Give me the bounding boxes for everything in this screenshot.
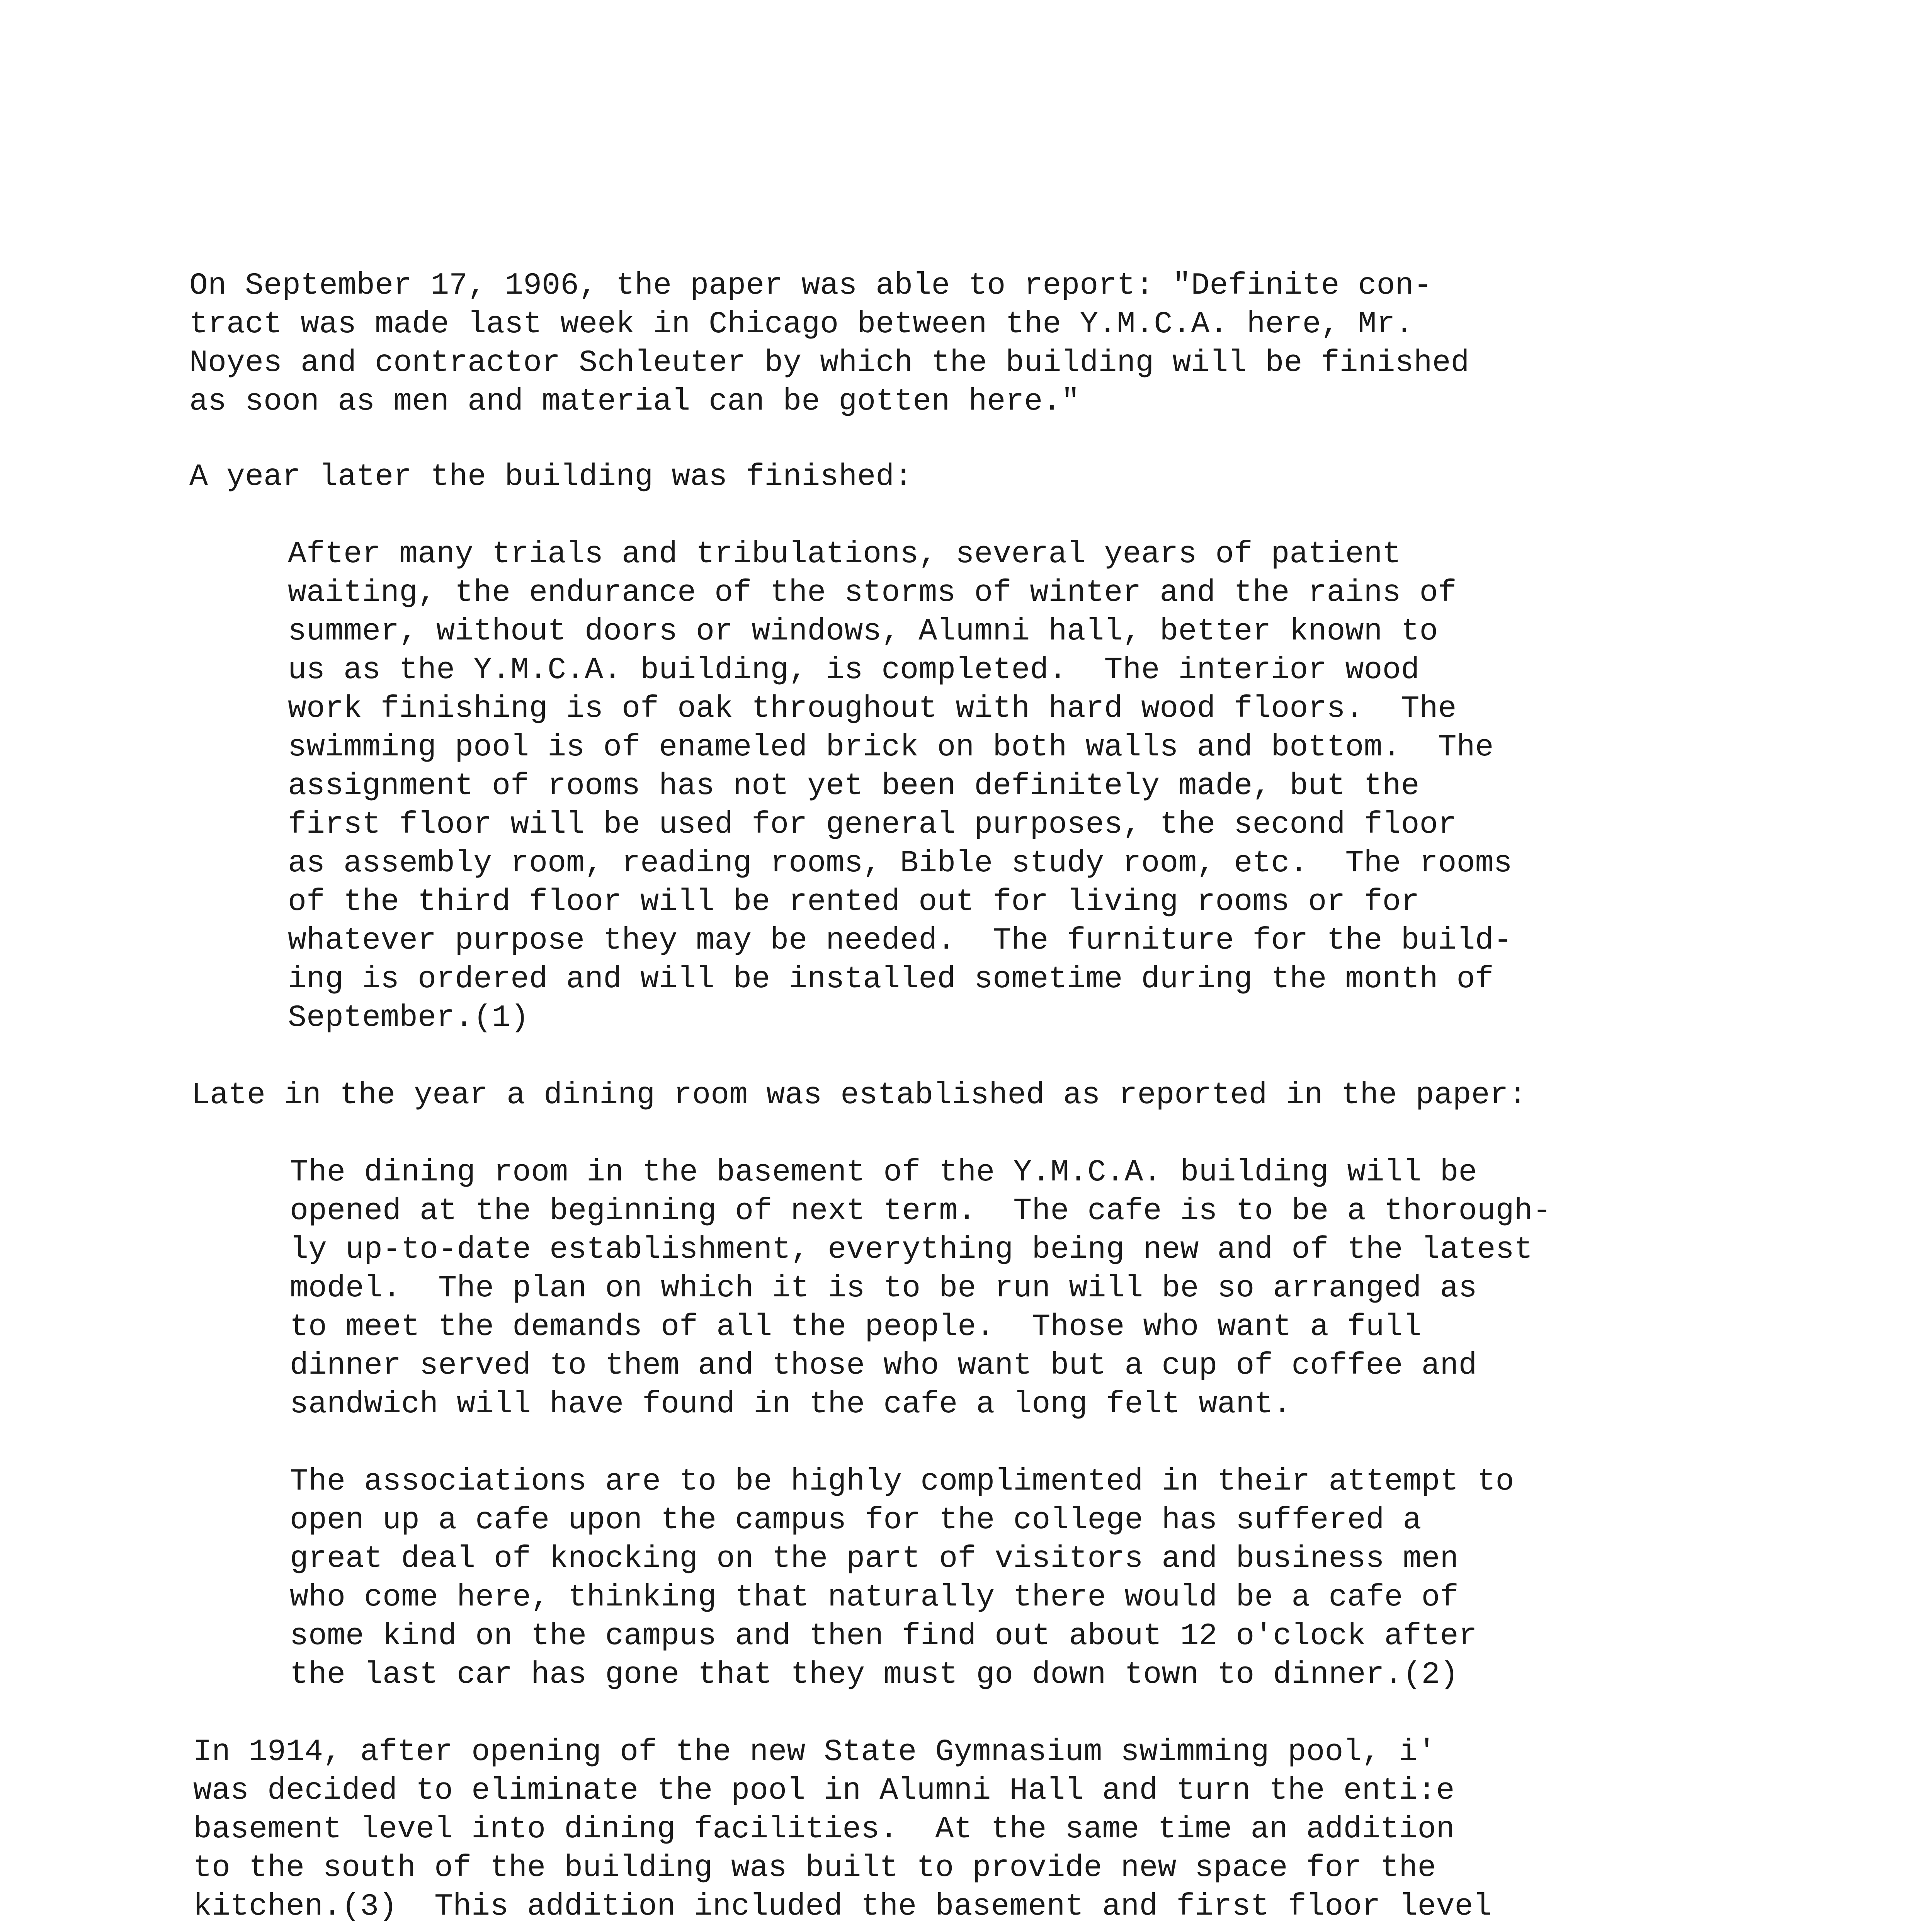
text-line: sandwich will have found in the cafe a long felt want. [290,1387,1292,1422]
text-line: swimming pool is of enameled brick on both walls and bottom. The [288,730,1494,765]
text-line: the last car has gone that they must go down town to dinner.(2) [290,1657,1459,1692]
text-line: basement level into dining facilities. At the same time an addition [193,1812,1455,1847]
text-line: On September 17, 1906, the paper was able to report: "Definite con- [189,268,1432,303]
text-line: summer, without doors or windows, Alumni hall, better known to [288,614,1438,649]
text-line: of the third floor will be rented out for living rooms or for [288,884,1420,920]
text-line: kitchen.(3) This addition included the basement and first floor level [193,1889,1492,1924]
text-line: to meet the demands of all the people. Those who want a full [290,1310,1422,1345]
text-line: opened at the beginning of next term. The cafe is to be a thorough- [290,1194,1551,1229]
text-line: ing is ordered and will be installed sometime during the month of [288,962,1494,997]
text-line: tract was made last week in Chicago between the Y.M.C.A. here, Mr. [189,307,1414,342]
text-line: The dining room in the basement of the Y.M.C.A. building will be [290,1155,1477,1190]
text-line: great deal of knocking on the part of visitors and business men [290,1541,1459,1577]
text-line: dinner served to them and those who want but a cup of coffee and [290,1348,1477,1383]
text-line: as soon as men and material can be gotten here." [189,384,1080,419]
text-line: Noyes and contractor Schleuter by which the building will be finished [189,345,1469,381]
text-line: some kind on the campus and then find out about 12 o'clock after [290,1619,1477,1654]
text-line: to the south of the building was built to provide new space for the [193,1850,1436,1886]
text-line: as assembly room, reading rooms, Bible study room, etc. The rooms [288,846,1512,881]
text-line: Late in the year a dining room was established as reported in the paper: [191,1078,1527,1113]
text-line: open up a cafe upon the campus for the college has suffered a [290,1503,1422,1538]
text-line: who come here, thinking that naturally there would be a cafe of [290,1580,1459,1615]
text-line: whatever purpose they may be needed. The furniture for the build- [288,923,1512,958]
text-line: waiting, the endurance of the storms of winter and the rains of [288,575,1457,611]
text-line: was decided to eliminate the pool in Alumni Hall and turn the enti:e [193,1773,1455,1808]
text-line: The associations are to be highly complimented in their attempt to [290,1464,1514,1499]
text-line: assignment of rooms has not yet been definitely made, but the [288,769,1420,804]
text-line: us as the Y.M.C.A. building, is completed. The interior wood [288,653,1420,688]
text-line: September.(1) [288,1000,529,1036]
text-line: model. The plan on which it is to be run will be so arranged as [290,1271,1477,1306]
text-line: first floor will be used for general purposes, the second floor [288,807,1457,842]
text-line: In 1914, after opening of the new State Gymnasium swimming pool, i' [193,1735,1436,1770]
text-line: A year later the building was finished: [189,459,913,495]
text-line: After many trials and tribulations, several years of patient [288,537,1401,572]
text-line: work finishing is of oak throughout with hard wood floors. The [288,691,1457,726]
text-line: ly up-to-date establishment, everything being new and of the latest [290,1232,1533,1267]
